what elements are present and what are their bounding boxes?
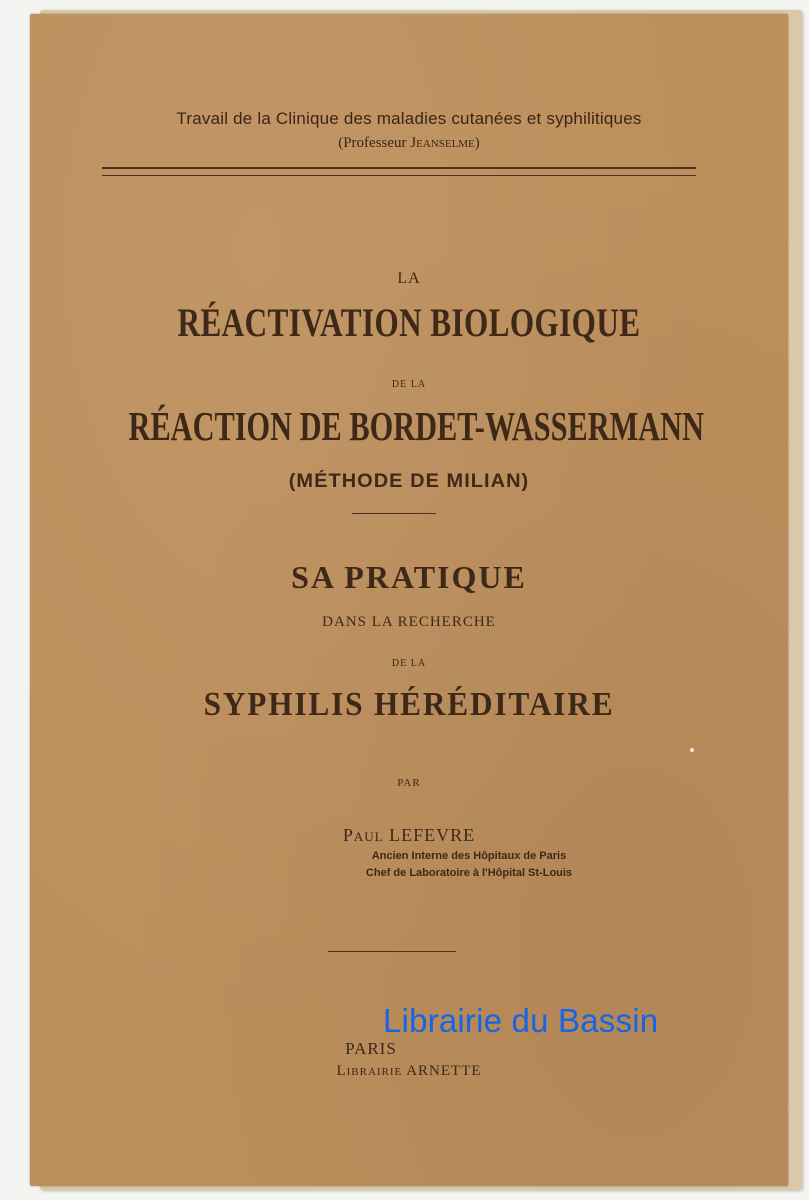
title-connector-1: DE LA — [391, 379, 427, 390]
publisher-prefix: Librairie — [336, 1063, 403, 1079]
by-label: PAR — [397, 777, 421, 789]
short-rule-1 — [352, 513, 436, 514]
publication-city: PARIS — [345, 1039, 397, 1058]
title-connector-2: DE LA — [391, 658, 427, 669]
author-name — [30, 825, 788, 846]
header-suffix: ) — [474, 135, 480, 151]
method-note: (MÉTHODE DE MILIAN) — [288, 471, 530, 492]
header-prefix: (Professeur — [338, 135, 411, 151]
header-line1: Travail de la Clinique des maladies cutanées et syphilitiques — [176, 109, 642, 128]
publisher-name: ARNETTE — [406, 1063, 482, 1079]
author-last: LEFEVRE — [389, 825, 476, 845]
author-first: Paul — [342, 825, 384, 845]
author-credential-2: Chef de Laboratoire à l'Hôpital St-Louis — [365, 867, 573, 879]
title-line1: RÉACTIVATION BIOLOGIQUE — [177, 300, 641, 345]
double-rule — [102, 167, 696, 176]
subtitle-connector: DANS LA RECHERCHE — [322, 614, 496, 630]
paper-spot — [690, 748, 694, 752]
short-rule-2 — [328, 951, 456, 952]
title-line2: RÉACTION DE BORDET-WASSERMANN — [128, 403, 704, 449]
subtitle: SA PRATIQUE — [291, 559, 527, 595]
watermark-text: Librairie du Bassin — [383, 1002, 659, 1039]
header-line2 — [30, 135, 788, 152]
publisher — [30, 1063, 788, 1080]
author-credential-1: Ancien Interne des Hôpitaux de Paris — [371, 850, 567, 862]
header-professor: Jeanselme — [410, 135, 475, 151]
subject-title: SYPHILIS HÉRÉDITAIRE — [203, 686, 615, 723]
title-article: LA — [397, 270, 421, 287]
